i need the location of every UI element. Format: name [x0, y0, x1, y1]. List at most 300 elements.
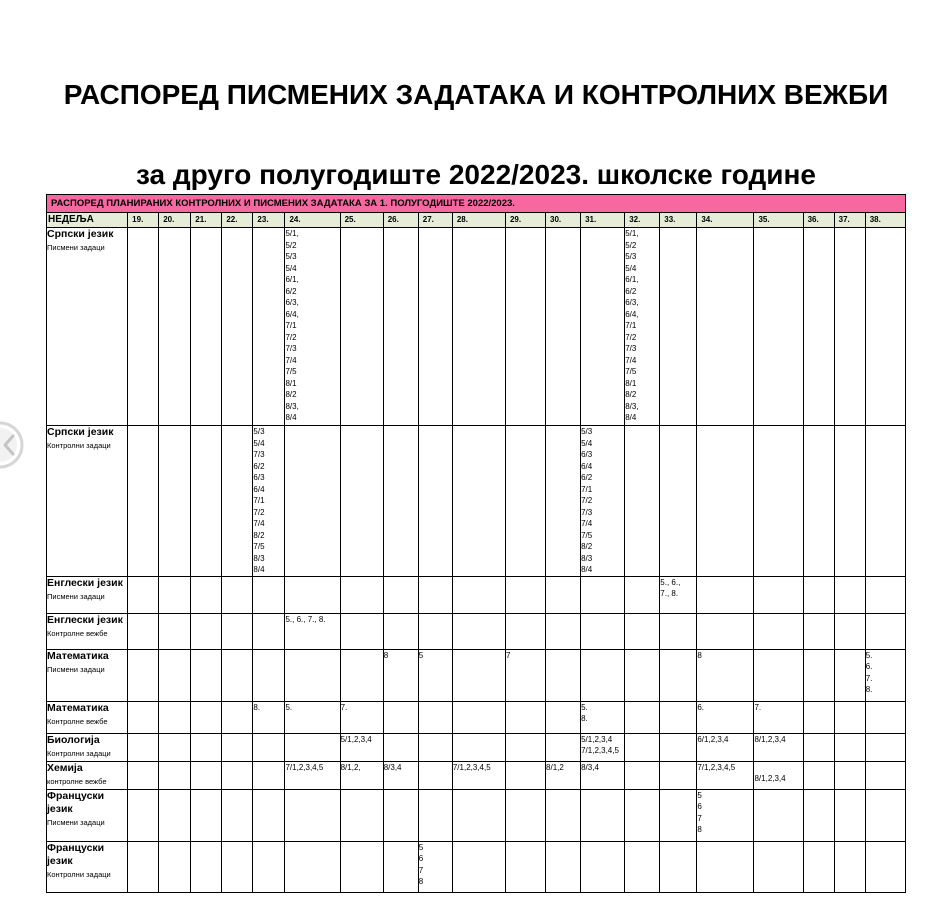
week-header: 30.	[546, 213, 581, 228]
week-header: 22.	[222, 213, 253, 228]
cell-value: 5/1,	[285, 229, 299, 238]
schedule-cell	[285, 228, 340, 426]
week-header: 37.	[834, 213, 865, 228]
subject-name: Математика	[47, 649, 109, 662]
schedule-cell	[754, 426, 803, 577]
schedule-cell	[546, 761, 581, 789]
assessment-type: Контролни задаци	[47, 748, 111, 758]
schedule-cell	[191, 761, 222, 789]
week-header: 23.	[253, 213, 285, 228]
schedule-cell	[697, 228, 754, 426]
schedule-cell	[660, 649, 697, 701]
cell-value: 5/4	[253, 438, 265, 448]
cell-value: 8/1,2,	[340, 762, 361, 772]
assessment-type: Контролни задаци	[47, 441, 111, 450]
cell-value: 8/4	[285, 413, 297, 422]
cell-value: 6/1,2,3,4	[697, 734, 729, 744]
schedule-cell	[253, 613, 285, 649]
schedule-cell	[191, 576, 222, 613]
schedule-cell	[383, 576, 418, 613]
schedule-cell	[505, 576, 545, 613]
chevron-left-icon	[0, 420, 44, 470]
schedule-cell	[253, 841, 285, 892]
schedule-cell	[697, 789, 754, 841]
schedule-cell	[865, 576, 905, 613]
schedule-cell	[697, 701, 754, 733]
schedule-cell	[803, 426, 834, 577]
schedule-cell	[803, 576, 834, 613]
schedule-cell	[418, 761, 452, 789]
schedule-cell	[159, 426, 191, 577]
schedule-cell	[222, 649, 253, 701]
cell-value: 8/2	[253, 530, 265, 540]
cell-value: 5/4	[625, 263, 637, 273]
schedule-cell	[128, 701, 159, 733]
schedule-table	[46, 194, 906, 893]
schedule-cell	[340, 649, 383, 701]
cell-value: 7/1,2,3,4,5	[581, 746, 619, 755]
cell-value	[754, 762, 802, 774]
schedule-cell	[754, 649, 803, 701]
cell-value: 7/1,2,3,4,5	[452, 762, 491, 772]
schedule-cell	[834, 733, 865, 761]
cell-value: 8/3,	[285, 401, 299, 411]
schedule-cell	[546, 701, 581, 733]
table-row	[47, 701, 906, 733]
schedule-cell	[340, 701, 383, 733]
schedule-cell	[253, 701, 285, 733]
schedule-cell	[222, 733, 253, 761]
schedule-cell	[505, 649, 545, 701]
cell-value: 7.	[865, 673, 873, 683]
schedule-cell	[452, 228, 505, 426]
schedule-cell	[581, 613, 625, 649]
cell-value: 5/2	[625, 240, 637, 250]
schedule-cell	[128, 649, 159, 701]
schedule-cell	[546, 733, 581, 761]
previous-slide-button[interactable]	[0, 420, 44, 470]
schedule-cell	[581, 841, 625, 892]
schedule-cell	[834, 649, 865, 701]
schedule-cell	[625, 426, 660, 577]
schedule-cell	[128, 426, 159, 577]
cell-value: 6/4	[253, 484, 265, 494]
cell-value: 8/1,2,3,4	[754, 734, 786, 744]
schedule-cell	[803, 761, 834, 789]
cell-value: 5	[418, 650, 424, 660]
schedule-cell	[452, 649, 505, 701]
schedule-cell	[803, 228, 834, 426]
subject-name: Енглески језик	[47, 613, 123, 626]
schedule-cell	[222, 841, 253, 892]
cell-value: 5.	[865, 650, 873, 660]
table-row	[47, 761, 906, 789]
schedule-cell	[546, 789, 581, 841]
cell-value: 6/2	[253, 461, 265, 471]
subject-name: Српски језик	[47, 426, 114, 438]
cell-value: 8/1,2,3,4	[754, 774, 786, 783]
schedule-cell	[191, 228, 222, 426]
schedule-cell	[383, 733, 418, 761]
subject-name: Енглески језик	[47, 576, 123, 589]
schedule-cell	[865, 701, 905, 733]
schedule-cell	[222, 576, 253, 613]
cell-value: 8/4	[625, 413, 637, 422]
schedule-cell	[834, 701, 865, 733]
schedule-cell	[697, 841, 754, 892]
cell-value: 8	[418, 877, 424, 886]
cell-value: 8	[383, 650, 389, 660]
cell-value: 6/4,	[625, 309, 639, 319]
cell-value: 5., 6., 7., 8.	[285, 614, 326, 624]
schedule-cell	[159, 613, 191, 649]
schedule-cell	[660, 228, 697, 426]
week-header: 21.	[191, 213, 222, 228]
cell-value: 6.	[697, 702, 705, 712]
cell-value: 7/3	[253, 450, 265, 459]
subject-cell	[47, 613, 128, 649]
schedule-cell	[754, 576, 803, 613]
schedule-cell	[253, 733, 285, 761]
schedule-cell	[285, 789, 340, 841]
cell-value: 7	[697, 813, 702, 823]
week-header: 35.	[754, 213, 803, 228]
schedule-cell	[285, 426, 340, 577]
schedule-cell	[546, 228, 581, 426]
schedule-cell	[128, 761, 159, 789]
schedule-cell	[452, 576, 505, 613]
cell-value: 6/4	[581, 461, 593, 471]
assessment-type: Писмени задаци	[47, 243, 105, 252]
cell-value: 7/2	[581, 496, 593, 505]
schedule-cell	[128, 228, 159, 426]
table-row	[47, 649, 906, 701]
schedule-cell	[452, 426, 505, 577]
week-header: 19.	[128, 213, 159, 228]
schedule-cell	[697, 761, 754, 789]
schedule-cell	[834, 576, 865, 613]
schedule-cell	[383, 761, 418, 789]
schedule-cell	[865, 649, 905, 701]
schedule-cell	[340, 228, 383, 426]
schedule-cell	[222, 228, 253, 426]
week-header: 38.	[865, 213, 905, 228]
schedule-cell	[383, 228, 418, 426]
schedule-cell	[128, 841, 159, 892]
cell-value: 5	[418, 842, 424, 852]
schedule-cell	[660, 576, 697, 613]
schedule-cell	[159, 789, 191, 841]
schedule-cell	[834, 789, 865, 841]
cell-value: 8/3,4	[383, 762, 402, 772]
schedule-cell	[803, 649, 834, 701]
cell-value: 7/1	[285, 321, 297, 330]
schedule-cell	[581, 733, 625, 761]
schedule-cell	[452, 761, 505, 789]
schedule-cell	[834, 841, 865, 892]
schedule-cell	[581, 426, 625, 577]
table-row	[47, 733, 906, 761]
page-subtitle: за друго полугодиште 2022/2023. школске године	[135, 159, 817, 190]
schedule-cell	[452, 701, 505, 733]
schedule-cell	[754, 789, 803, 841]
schedule-cell	[222, 789, 253, 841]
schedule-cell	[865, 613, 905, 649]
schedule-cell	[159, 701, 191, 733]
cell-value: 7/2	[625, 332, 637, 342]
cell-value: 7/1,2,3,4,5	[285, 762, 324, 772]
schedule-cell	[222, 701, 253, 733]
schedule-cell	[581, 649, 625, 701]
schedule-cell	[285, 701, 340, 733]
page-title: РАСПОРЕД ПИСМЕНИХ ЗАДАТАКА И КОНТРОЛНИХ ВЕЖБИ	[63, 79, 889, 110]
schedule-cell	[625, 576, 660, 613]
schedule-cell	[581, 761, 625, 789]
schedule-cell	[159, 733, 191, 761]
cell-value: 7/4	[253, 519, 265, 528]
schedule-cell	[505, 426, 545, 577]
schedule-cell	[697, 613, 754, 649]
cell-value: 5/2	[285, 240, 297, 250]
schedule-cell	[625, 649, 660, 701]
schedule-cell	[159, 841, 191, 892]
schedule-cell	[340, 841, 383, 892]
schedule-cell	[505, 701, 545, 733]
subject-cell	[47, 789, 128, 841]
assessment-type: Контролне вежбе	[47, 628, 108, 638]
schedule-cell	[660, 613, 697, 649]
schedule-cell	[128, 789, 159, 841]
cell-value: 6/4,	[285, 309, 299, 319]
cell-value: 6.	[865, 662, 873, 671]
schedule-cell	[546, 576, 581, 613]
schedule-cell	[625, 841, 660, 892]
schedule-cell	[383, 613, 418, 649]
cell-value: 6/1,	[285, 275, 299, 284]
schedule-cell	[660, 426, 697, 577]
week-header: 34.	[697, 213, 754, 228]
cell-value: 5.	[285, 702, 293, 712]
cell-value: 5/1,2,3,4	[581, 734, 613, 744]
schedule-cell	[285, 841, 340, 892]
schedule-cell	[834, 613, 865, 649]
schedule-cell	[625, 733, 660, 761]
cell-value: 5., 6.,	[660, 577, 681, 587]
week-header: 36.	[803, 213, 834, 228]
schedule-cell	[128, 576, 159, 613]
schedule-cell	[191, 701, 222, 733]
week-header: 31.	[581, 213, 625, 228]
schedule-cell	[803, 789, 834, 841]
cell-value: 7/5	[285, 367, 297, 376]
schedule-cell	[418, 576, 452, 613]
schedule-cell	[191, 789, 222, 841]
schedule-cell	[660, 841, 697, 892]
schedule-cell	[191, 841, 222, 892]
week-header: 20.	[159, 213, 191, 228]
table-row	[47, 576, 906, 613]
schedule-cell	[754, 761, 803, 789]
schedule-cell	[581, 701, 625, 733]
schedule-cell	[505, 613, 545, 649]
subject-cell	[47, 761, 128, 789]
cell-value: 6/2	[625, 286, 637, 296]
cell-value: 6/3,	[625, 298, 639, 307]
subject-cell	[47, 841, 128, 892]
cell-value: 6/3,	[285, 298, 299, 307]
cell-value: 7.	[754, 702, 762, 712]
schedule-cell	[222, 613, 253, 649]
cell-value: 7.	[340, 702, 348, 712]
schedule-cell	[452, 613, 505, 649]
schedule-cell	[660, 701, 697, 733]
schedule-cell	[697, 733, 754, 761]
schedule-cell	[697, 649, 754, 701]
week-column-header: НЕДЕЉА	[47, 213, 128, 228]
schedule-cell	[159, 576, 191, 613]
schedule-cell	[505, 761, 545, 789]
schedule-cell	[546, 426, 581, 577]
schedule-cell	[418, 701, 452, 733]
schedule-cell	[754, 841, 803, 892]
schedule-cell	[452, 841, 505, 892]
week-header: 26.	[383, 213, 418, 228]
schedule-cell	[865, 789, 905, 841]
schedule-cell	[383, 426, 418, 577]
schedule-cell	[803, 701, 834, 733]
cell-value: 5/1,	[625, 229, 639, 238]
schedule-cell	[865, 761, 905, 789]
schedule-cell	[546, 649, 581, 701]
schedule-cell	[505, 789, 545, 841]
cell-value: 5/3	[581, 427, 593, 436]
cell-value: 8/3	[581, 553, 593, 563]
schedule-cell	[581, 789, 625, 841]
schedule-cell	[834, 228, 865, 426]
schedule-cell	[285, 613, 340, 649]
table-row	[47, 789, 906, 841]
schedule-cell	[418, 228, 452, 426]
table-row	[47, 613, 906, 649]
assessment-type: контролне вежбе	[47, 776, 107, 786]
schedule-cell	[383, 701, 418, 733]
cell-value: 7/5	[253, 542, 265, 551]
schedule-cell	[191, 733, 222, 761]
table-banner: РАСПОРЕД ПЛАНИРАНИХ КОНТРОЛНИХ И ПИСМЕНИХ ЗАДАТАКА ЗА 1. ПОЛУГОДИШТЕ 2022/2023.	[47, 195, 906, 213]
schedule-cell	[383, 789, 418, 841]
schedule-cell	[754, 228, 803, 426]
schedule-cell	[340, 576, 383, 613]
schedule-cell	[418, 649, 452, 701]
schedule-cell	[222, 426, 253, 577]
schedule-cell	[697, 576, 754, 613]
subject-name: Француски језик	[47, 841, 105, 867]
cell-value: 5/3	[625, 252, 637, 261]
cell-value: 5/4	[581, 438, 593, 448]
week-header: 28.	[452, 213, 505, 228]
cell-value: 6	[418, 854, 424, 863]
cell-value: 7/2	[253, 507, 265, 517]
subject-cell	[47, 701, 128, 733]
schedule-cell	[285, 649, 340, 701]
schedule-cell	[865, 733, 905, 761]
schedule-cell	[834, 426, 865, 577]
cell-value: 7/5	[581, 530, 593, 540]
schedule-cell	[865, 426, 905, 577]
week-header: 24.	[285, 213, 340, 228]
schedule-cell	[803, 733, 834, 761]
week-header: 27.	[418, 213, 452, 228]
subject-cell	[47, 649, 128, 701]
schedule-cell	[128, 733, 159, 761]
cell-value: 7/4	[625, 355, 637, 365]
subject-cell	[47, 576, 128, 613]
cell-value: 8/4	[581, 565, 593, 574]
schedule-cell	[222, 761, 253, 789]
assessment-type: Контролне вежбе	[47, 716, 108, 726]
schedule-cell	[865, 841, 905, 892]
schedule-cell	[340, 613, 383, 649]
subject-name: Хемија	[47, 761, 83, 774]
schedule-cell	[625, 761, 660, 789]
cell-value: 5/3	[253, 427, 265, 436]
schedule-cell	[754, 613, 803, 649]
schedule-cell	[697, 426, 754, 577]
schedule-cell	[340, 761, 383, 789]
schedule-cell	[253, 228, 285, 426]
cell-value: 8/2	[285, 390, 297, 399]
schedule-cell	[834, 761, 865, 789]
schedule-cell	[253, 426, 285, 577]
week-header: 29.	[505, 213, 545, 228]
cell-value: 8/1,2	[546, 762, 564, 772]
assessment-type: Писмени задаци	[47, 664, 105, 674]
schedule-cell	[253, 649, 285, 701]
subject-cell	[47, 426, 128, 577]
schedule-cell	[625, 701, 660, 733]
cell-value: 8.	[253, 702, 261, 712]
cell-value: 8.	[865, 685, 873, 694]
schedule-cell	[253, 576, 285, 613]
cell-value: 7/1	[581, 484, 593, 494]
schedule-cell	[285, 761, 340, 789]
schedule-cell	[285, 576, 340, 613]
schedule-cell	[452, 789, 505, 841]
schedule-cell	[253, 761, 285, 789]
schedule-cell	[418, 733, 452, 761]
schedule-cell	[159, 761, 191, 789]
cell-value: 5/4	[285, 263, 297, 273]
week-header: 32.	[625, 213, 660, 228]
schedule-cell	[383, 841, 418, 892]
schedule-cell	[505, 733, 545, 761]
schedule-cell	[865, 228, 905, 426]
schedule-cell	[128, 613, 159, 649]
cell-value: 6/3	[253, 473, 265, 482]
week-header: 25.	[340, 213, 383, 228]
cell-value: 5/1,2,3,4	[340, 734, 372, 744]
table-row	[47, 228, 906, 426]
schedule-cell	[340, 426, 383, 577]
schedule-cell	[803, 841, 834, 892]
subject-name: Математика	[47, 701, 109, 714]
cell-value: 7/3	[285, 344, 297, 353]
cell-value: 8	[697, 825, 702, 834]
cell-value: 7	[418, 865, 424, 875]
cell-value: 7/4	[285, 355, 297, 365]
cell-value: 6/2	[285, 286, 297, 296]
schedule-cell	[383, 649, 418, 701]
